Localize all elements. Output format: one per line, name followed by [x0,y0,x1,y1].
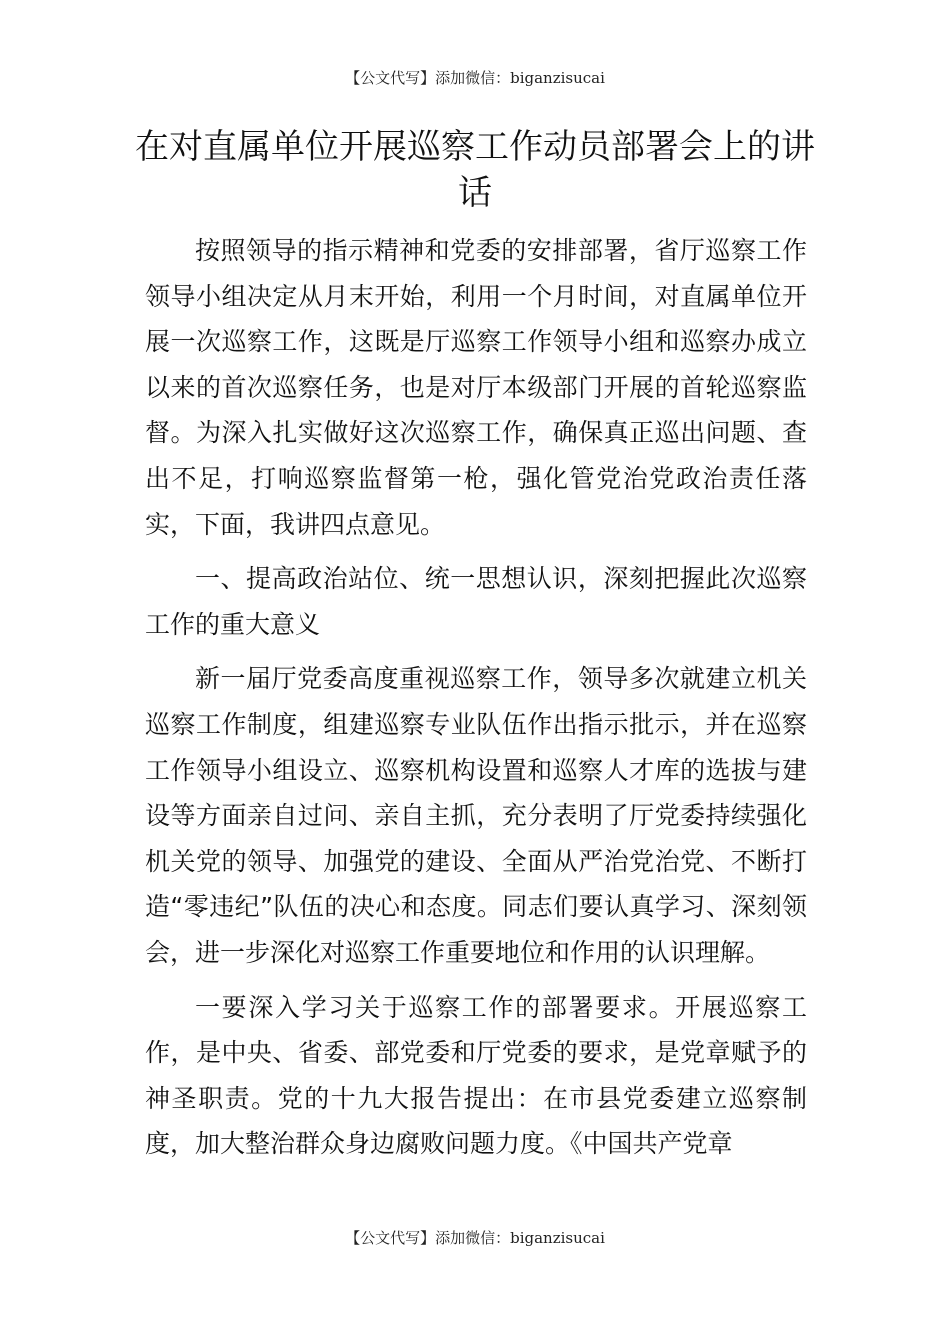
document-title: 在对直属单位开展巡察工作动员部署会上的讲话 [135,127,815,213]
paragraph-point-1: 一要深入学习关于巡察工作的部署要求。开展巡察工作，是中央、省委、部党委和厅党委的要求，是党章赋予的神圣职责。党的十九大报告提出：在市县党委建立巡察制度，加大整治群众身边腐败问题力度。《中国共产党章 [145,992,807,1159]
footer-watermark-note: 【公文代写】添加微信：biganzisucai [345,1229,605,1247]
paragraph-section-1-body: 新一届厅党委高度重视巡察工作，领导多次就建立机关巡察工作制度，组建巡察专业队伍作出指示批示，并在巡察工作领导小组设立、巡察机构设置和巡察人才库的选拔与建设等方面亲自过问、亲自主抓，充分表明了厅党委持续强化机关党的领导、加强党的建设、全面从严治党治党、不断打造“零违纪”队伍的决心和态度。同志们要认真学习、深刻领会，进一步深化对巡察工作重要地位和作用的认识理解。 [145,664,807,967]
header-watermark-note: 【公文代写】添加微信：biganzisucai [345,69,605,87]
paragraph-section-heading-1: 一、提高政治站位、统一思想认识，深刻把握此次巡察工作的重大意义 [145,564,807,639]
document-body [145,228,807,1176]
paragraph-intro: 按照领导的指示精神和党委的安排部署，省厅巡察工作领导小组决定从月末开始，利用一个月时间，对直属单位开展一次巡察工作，这既是厅巡察工作领导小组和巡察办成立以来的首次巡察任务，也是对厅本级部门开展的首轮巡察监督。为深入扎实做好这次巡察工作，确保真正巡出问题、查出不足，打响巡察监督第一枪，强化管党治党政治责任落实，下面，我讲四点意见。 [145,236,807,539]
